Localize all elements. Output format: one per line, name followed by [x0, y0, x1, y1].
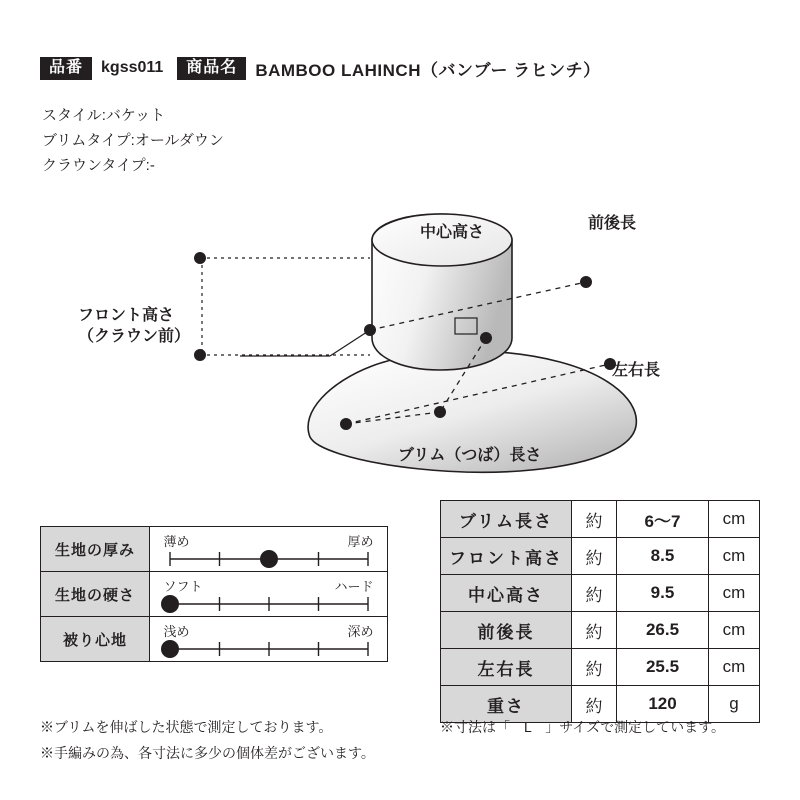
spec-crown-type: クラウンタイプ:-	[42, 157, 155, 174]
hat-measurement-diagram	[0, 160, 800, 490]
table-row	[441, 501, 760, 538]
scale-min-hardness: ソフト	[163, 579, 203, 594]
measure-approx-front-back: 約	[572, 612, 617, 649]
measure-approx-left-right: 約	[572, 649, 617, 686]
note-measured-size: ※寸法は「 L 」サイズで測定しています。	[440, 719, 726, 735]
measure-value-front-back: 26.5	[617, 612, 709, 649]
measure-value-center-height: 9.5	[617, 575, 709, 612]
product-code-value: kgss011	[101, 59, 164, 76]
table-row	[441, 538, 760, 575]
feel-row-scale-thickness	[150, 527, 388, 572]
scale-track-thickness	[158, 549, 380, 569]
measure-value-brim: 6〜7	[617, 501, 709, 538]
measure-unit-front-height: cm	[709, 538, 760, 575]
measure-unit-brim: cm	[709, 501, 760, 538]
scale-max-thickness: 厚め	[347, 534, 374, 549]
label-front-height-line1: フロント高さ	[78, 307, 175, 324]
measure-name-center-height: 中心高さ	[441, 575, 572, 612]
product-name-label: 商品名	[177, 57, 246, 80]
measure-name-brim: ブリム長さ	[441, 501, 572, 538]
note-handmade-variance: ※手編みの為、各寸法に多少の個体差がございます。	[40, 745, 375, 761]
scale-track-fit	[158, 639, 380, 659]
label-front-height	[78, 305, 190, 347]
measure-name-weight: 重さ	[441, 686, 572, 723]
scale-track-hardness	[158, 594, 380, 614]
measurement-table	[440, 500, 760, 723]
measure-name-front-height: フロント高さ	[441, 538, 572, 575]
notes-left	[40, 714, 375, 766]
feel-row-label-thickness: 生地の厚み	[41, 527, 150, 572]
label-front-height-line2: （クラウン前）	[78, 328, 191, 345]
measure-unit-weight: g	[709, 686, 760, 723]
label-brim-length: ブリム（つば）長さ	[398, 447, 542, 464]
measure-unit-front-back: cm	[709, 612, 760, 649]
feel-row-label-fit: 被り心地	[41, 617, 150, 662]
measure-unit-center-height: cm	[709, 575, 760, 612]
measure-name-front-back: 前後長	[441, 612, 572, 649]
product-code-label: 品番	[40, 57, 92, 80]
spec-style: スタイル:バケット	[42, 107, 166, 124]
table-row	[441, 649, 760, 686]
measure-value-front-height: 8.5	[617, 538, 709, 575]
scale-min-thickness: 薄め	[163, 534, 190, 549]
measure-approx-center-height: 約	[572, 575, 617, 612]
measure-unit-left-right: cm	[709, 649, 760, 686]
feel-row-scale-hardness	[150, 572, 388, 617]
measure-approx-brim: 約	[572, 501, 617, 538]
table-row	[41, 527, 388, 572]
measure-value-left-right: 25.5	[617, 649, 709, 686]
table-row	[441, 575, 760, 612]
scale-max-hardness: ハード	[334, 579, 374, 594]
label-front-back-length: 前後長	[588, 215, 637, 232]
scale-min-fit: 浅め	[163, 624, 190, 639]
feel-row-label-hardness: 生地の硬さ	[41, 572, 150, 617]
scale-max-fit: 深め	[347, 624, 374, 639]
table-row	[441, 612, 760, 649]
feel-row-scale-fit	[150, 617, 388, 662]
label-center-height: 中心高さ	[420, 224, 485, 241]
measure-approx-front-height: 約	[572, 538, 617, 575]
measure-name-left-right: 左右長	[441, 649, 572, 686]
label-left-right-length: 左右長	[612, 362, 661, 379]
product-header	[40, 55, 615, 81]
material-feel-table	[40, 526, 388, 662]
measure-approx-weight: 約	[572, 686, 617, 723]
product-name-value: BAMBOO LAHINCH（バンブー ラヒンチ）	[255, 60, 601, 80]
notes-right	[440, 714, 725, 740]
spec-brim-type: ブリムタイプ:オールダウン	[42, 132, 224, 149]
measure-value-weight: 120	[617, 686, 709, 723]
table-row	[41, 572, 388, 617]
table-row	[41, 617, 388, 662]
note-brim-stretched: ※ブリムを伸ばした状態で測定しております。	[40, 719, 333, 735]
